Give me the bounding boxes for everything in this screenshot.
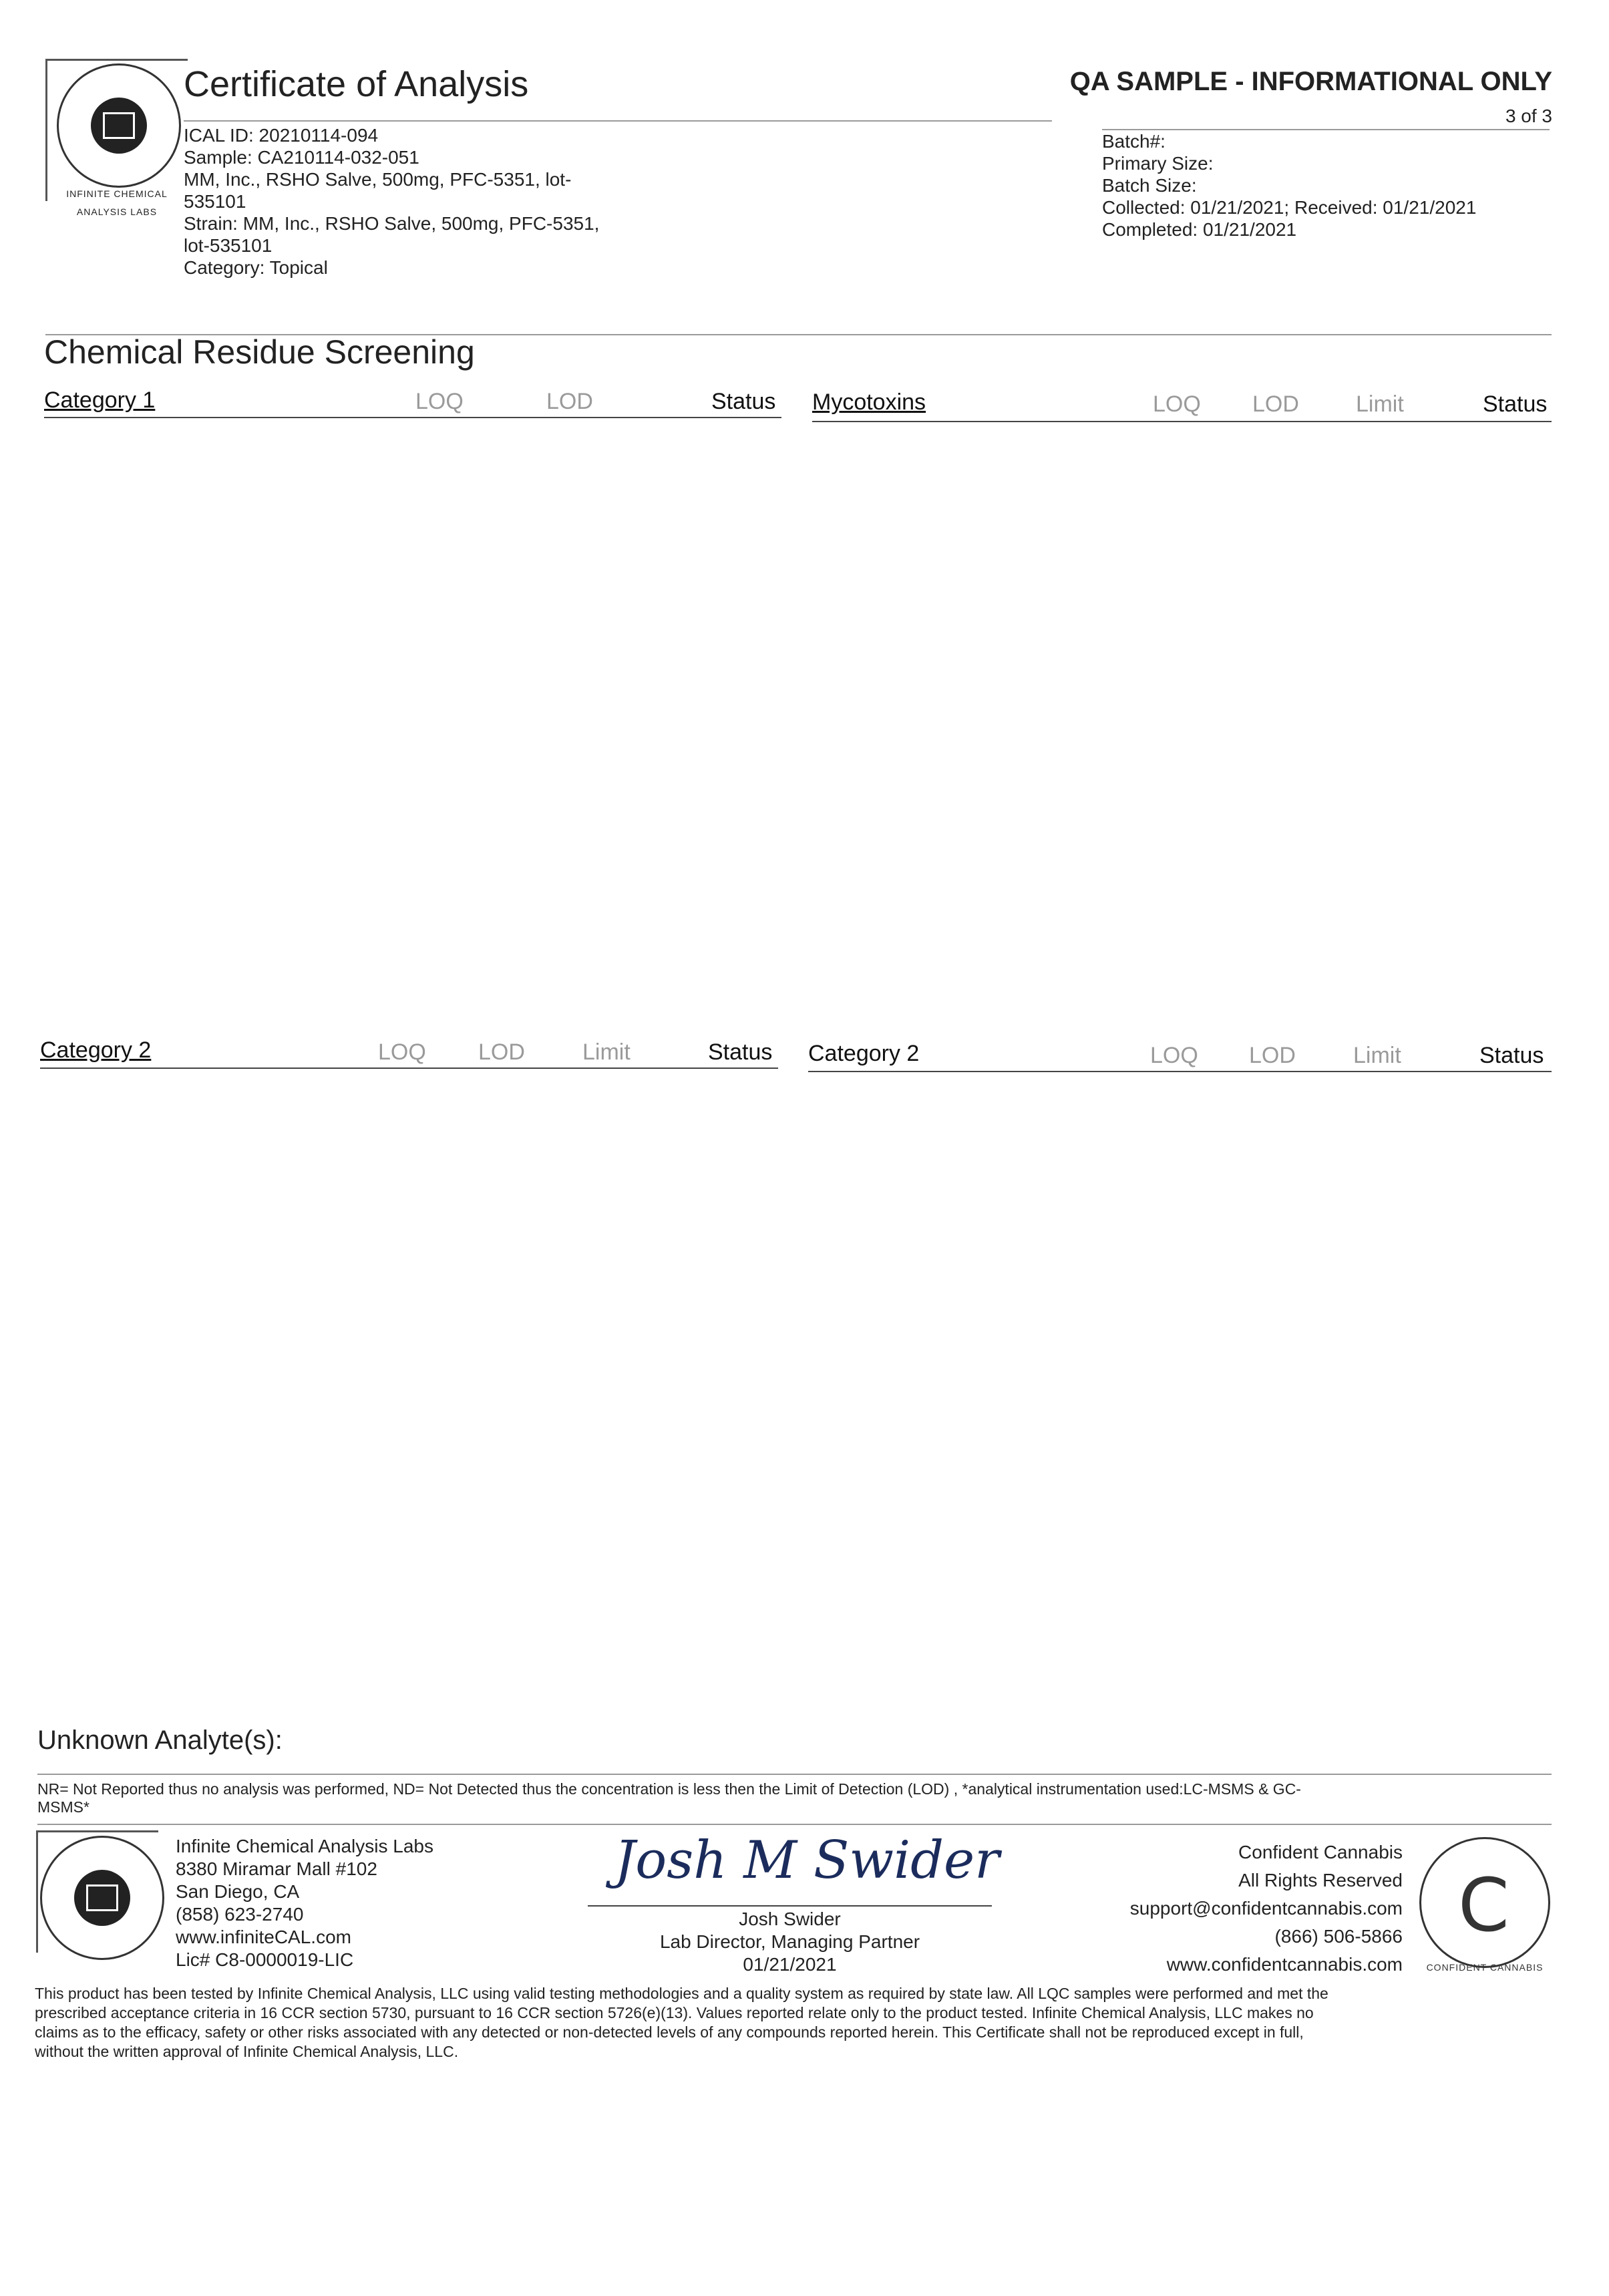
notes-line2: MSMS* [37,1798,90,1816]
cc-website: www.confidentcannabis.com [1166,1954,1403,1975]
lab-address: 8380 Miramar Mall #102 [176,1858,377,1879]
mycotoxins-limit: Limit [1356,391,1404,417]
cc-phone: (866) 506-5866 [1274,1926,1403,1947]
mycotoxins-rule [812,421,1552,422]
lab-license: Lic# C8-0000019-LIC [176,1949,354,1970]
batch-number: Batch#: [1102,131,1166,152]
strain-line1: Strain: MM, Inc., RSHO Salve, 500mg, PFC-5351, [184,213,600,234]
category2-left-lod: LOD [478,1039,525,1065]
strain-line2: lot-535101 [184,235,273,256]
sample-info [184,124,638,279]
logo-ring-text: INFINITE CHEMICAL ANALYSIS LABS [66,188,168,217]
page-number: 3 of 3 [1505,106,1552,126]
category2-left-status: Status [708,1039,773,1065]
notes-line1: NR= Not Reported thus no analysis was performed, ND= Not Detected thus the concentration is less then the Limit of Detection (LOD) , *analytical instrumentation used:LC-MSMS & GC- [37,1780,1301,1798]
lab-info [176,1835,576,1971]
cc-email: support@confidentcannabis.com [1129,1898,1403,1919]
page-title: Certificate of Analysis [184,64,529,104]
category2-right-status: Status [1479,1043,1544,1068]
signature-date: 01/21/2021 [743,1954,837,1975]
category1-loq: LOQ [415,389,464,414]
unknown-rule [37,1774,1552,1775]
category2-left-loq: LOQ [378,1039,426,1065]
primary-size: Primary Size: [1102,153,1214,174]
category2-right-loq: LOQ [1150,1043,1198,1068]
sample-id: Sample: CA210114-032-051 [184,147,419,168]
sample-desc-line2: 535101 [184,191,246,212]
lab-city: San Diego, CA [176,1881,300,1902]
disclaimer-line4: without the written approval of Infinite Chemical Analysis, LLC. [35,2043,459,2060]
cc-badge-ring-text: CONFIDENT CANNABIS [1426,1962,1544,1973]
category2-right-lod: LOD [1249,1043,1296,1068]
category: Category: Topical [184,257,328,278]
footer-logo [40,1836,160,1956]
category2-left-title: Category 2 [40,1037,152,1063]
header-logo [57,63,177,217]
batch-info [1102,130,1570,240]
collected-received: Collected: 01/21/2021; Received: 01/21/2021 [1102,197,1477,218]
completed: Completed: 01/21/2021 [1102,219,1297,240]
disclaimer [35,1984,1558,2062]
signatory-name: Josh Swider [739,1909,841,1929]
unknown-analytes-title: Unknown Analyte(s): [37,1726,283,1755]
category1-title: Category 1 [44,387,156,413]
lab-website: www.infiniteCAL.com [176,1927,351,1947]
ical-id: ICAL ID: 20210114-094 [184,125,379,146]
mycotoxins-title: Mycotoxins [812,389,926,415]
signature-image: Josh M Swider [614,1830,1000,1891]
category1-status: Status [711,389,776,414]
category2-right-limit: Limit [1353,1043,1401,1068]
section-title: Chemical Residue Screening [44,333,475,371]
signatory [588,1908,992,1976]
infinite-cal-footer-logo-icon [40,1836,164,1960]
disclaimer-line1: This product has been tested by Infinite Chemical Analysis, LLC using valid testing methodologies and a quality system as required by state law. All LQC samples were performed and met the [35,1985,1328,2002]
cc-name: Confident Cannabis [1238,1842,1403,1862]
batch-size: Batch Size: [1102,175,1197,196]
notes [37,1780,1552,1816]
lab-phone: (858) 623-2740 [176,1904,304,1925]
sample-desc-line1: MM, Inc., RSHO Salve, 500mg, PFC-5351, lot- [184,169,572,190]
infinite-cal-logo-icon [57,63,181,188]
mycotoxins-lod: LOD [1252,391,1299,417]
mycotoxins-loq: LOQ [1153,391,1201,417]
lab-name: Infinite Chemical Analysis Labs [176,1836,433,1856]
cc-rights: All Rights Reserved [1238,1870,1403,1891]
mycotoxins-status: Status [1483,391,1548,417]
category2-left-rule [40,1068,778,1069]
signatory-role: Lab Director, Managing Partner [659,1931,920,1952]
category1-lod: LOD [546,389,593,414]
category2-right-title: Category 2 [808,1041,920,1066]
notes-rule [37,1824,1552,1825]
category2-right-rule [808,1071,1552,1072]
confident-info [1029,1838,1403,1979]
disclaimer-line2: prescribed acceptance criteria in 16 CCR section 5730, pursuant to 16 CCR section 5726(e)(13). Values reported relate only to the product tested. Infinite Chemical Analysis, LLC makes no [35,2004,1314,2021]
qa-notice: QA SAMPLE - INFORMATIONAL ONLY [1069,67,1552,96]
disclaimer-line3: claims as to the efficacy, safety or other risks associated with any detected or non-detected levels of any compounds reported herein. This Certificate shall not be reproduced except in full, [35,2023,1304,2041]
signature-rule [588,1905,992,1907]
category2-left-limit: Limit [582,1039,631,1065]
category1-rule [44,417,781,418]
confident-cannabis-badge-icon: C CONFIDENT CANNABIS [1419,1837,1550,1968]
title-rule [184,120,1052,122]
